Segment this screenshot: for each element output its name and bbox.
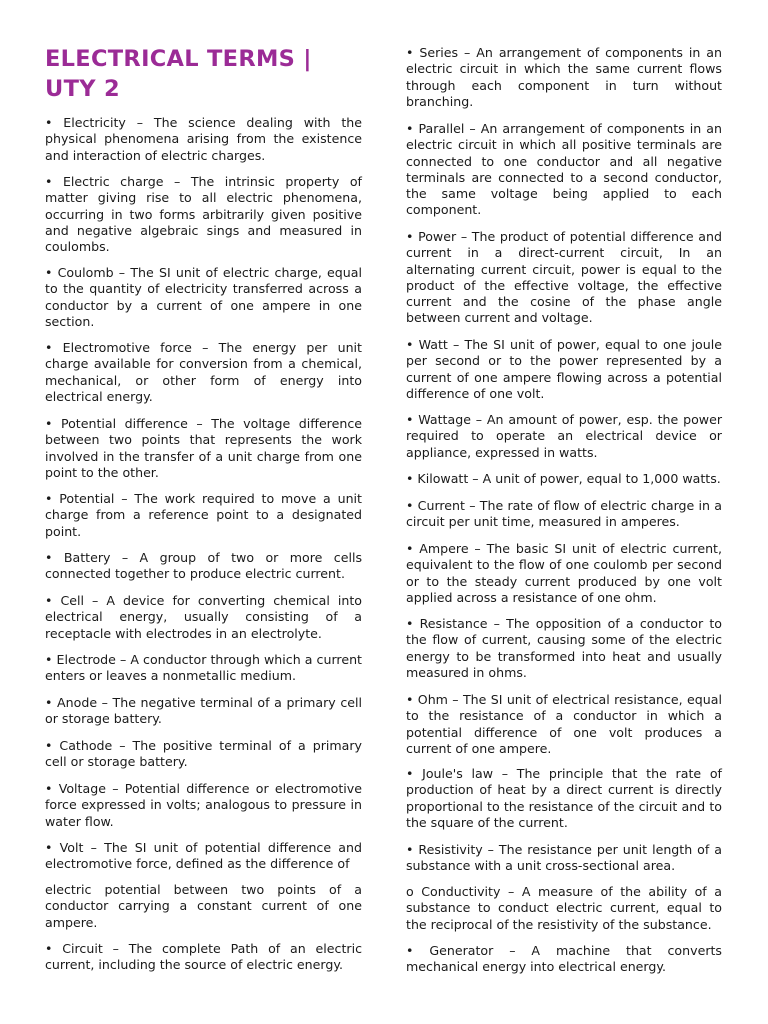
term-battery: • Battery – A group of two or more cells connected together to produce electric current. bbox=[45, 550, 362, 582]
term-coulomb: • Coulomb – The SI unit of electric charge, equal to the quantity of electricity transferred across a conductor by a current of one ampere in one section. bbox=[45, 265, 362, 329]
term-wattage: • Wattage – An amount of power, esp. the power required to operate an electrical device or appliance, expressed in watts. bbox=[406, 412, 722, 460]
term-electric-charge: • Electric charge – The intrinsic property of matter giving rise to all electric phenomena, occurring in two forms arbitrarily given positive and negative algebraic sings and measured in coulombs. bbox=[45, 174, 362, 255]
term-cell: • Cell – A device for converting chemical into electrical energy, usually consisting of a receptacle with electrodes in an electrolyte. bbox=[45, 593, 362, 641]
term-resistivity: • Resistivity – The resistance per unit length of a substance with a unit cross-sectional area. bbox=[406, 842, 722, 874]
term-electromotive-force: • Electromotive force – The energy per unit charge available for conversion from a chemical, mechanical, or other form of energy into electrical energy. bbox=[45, 340, 362, 404]
term-current: • Current – The rate of flow of electric charge in a circuit per unit time, measured in amperes. bbox=[406, 498, 722, 530]
term-electricity: • Electricity – The science dealing with the physical phenomena arising from the existence and interaction of electric charges. bbox=[45, 115, 362, 163]
term-parallel: • Parallel – An arrangement of components in an electric circuit in which all positive terminals are connected to one conductor and all negative terminals are connected to a second conductor, the same voltage being applied to each component. bbox=[406, 121, 722, 218]
term-conductivity: o Conductivity – A measure of the ability of a substance to conduct electric current, equal to the reciprocal of the resistivity of the substance. bbox=[406, 884, 722, 932]
term-circuit: • Circuit – The complete Path of an electric current, including the source of electric energy. bbox=[45, 941, 362, 973]
term-volt: • Volt – The SI unit of potential difference and electromotive force, defined as the difference of bbox=[45, 840, 362, 872]
term-ampere: • Ampere – The basic SI unit of electric current, equivalent to the flow of one coulomb per second or to the steady current produced by one volt applied across a resistance of one ohm. bbox=[406, 541, 722, 605]
term-series: • Series – An arrangement of components in an electric circuit in which the same current flows through each component in turn without branching. bbox=[406, 45, 722, 109]
term-generator: • Generator – A machine that converts mechanical energy into electrical energy. bbox=[406, 943, 722, 975]
term-cathode: • Cathode – The positive terminal of a primary cell or storage battery. bbox=[45, 738, 362, 770]
term-joules-law: • Joule's law – The principle that the rate of production of heat by a direct current is directly proportional to the resistance of the circuit and to the square of the current. bbox=[406, 766, 722, 830]
term-potential: • Potential – The work required to move a unit charge from a reference point to a designated point. bbox=[45, 491, 362, 539]
term-electrode: • Electrode – A conductor through which a current enters or leaves a nonmetallic medium. bbox=[45, 652, 362, 684]
term-watt: • Watt – The SI unit of power, equal to one joule per second or to the power represented by a current of one ampere flowing across a potential difference of one volt. bbox=[406, 337, 722, 401]
term-voltage: • Voltage – Potential difference or electromotive force expressed in volts; analogous to pressure in water flow. bbox=[45, 781, 362, 829]
term-volt-continued: electric potential between two points of a conductor carrying a constant current of one ampere. bbox=[45, 882, 362, 930]
term-resistance: • Resistance – The opposition of a conductor to the flow of current, causing some of the electric energy to be transformed into heat and usually measured in ohms. bbox=[406, 616, 722, 680]
term-anode: • Anode – The negative terminal of a primary cell or storage battery. bbox=[45, 695, 362, 727]
term-kilowatt: • Kilowatt – A unit of power, equal to 1,000 watts. bbox=[406, 471, 721, 486]
term-ohm: • Ohm – The SI unit of electrical resistance, equal to the resistance of a conductor in which a potential difference of one volt produces a current of one ampere. bbox=[406, 692, 722, 756]
term-potential-difference: • Potential difference – The voltage difference between two points that represents the work involved in the transfer of a unit charge from one point to the other. bbox=[45, 416, 362, 480]
page-title: ELECTRICAL TERMS | UTY 2 bbox=[45, 46, 312, 102]
term-power: • Power – The product of potential difference and current in a direct-current circuit, In an alternating current circuit, power is equal to the product of the effective voltage, the effective current and the cosine of the phase angle between current and voltage. bbox=[406, 229, 722, 326]
